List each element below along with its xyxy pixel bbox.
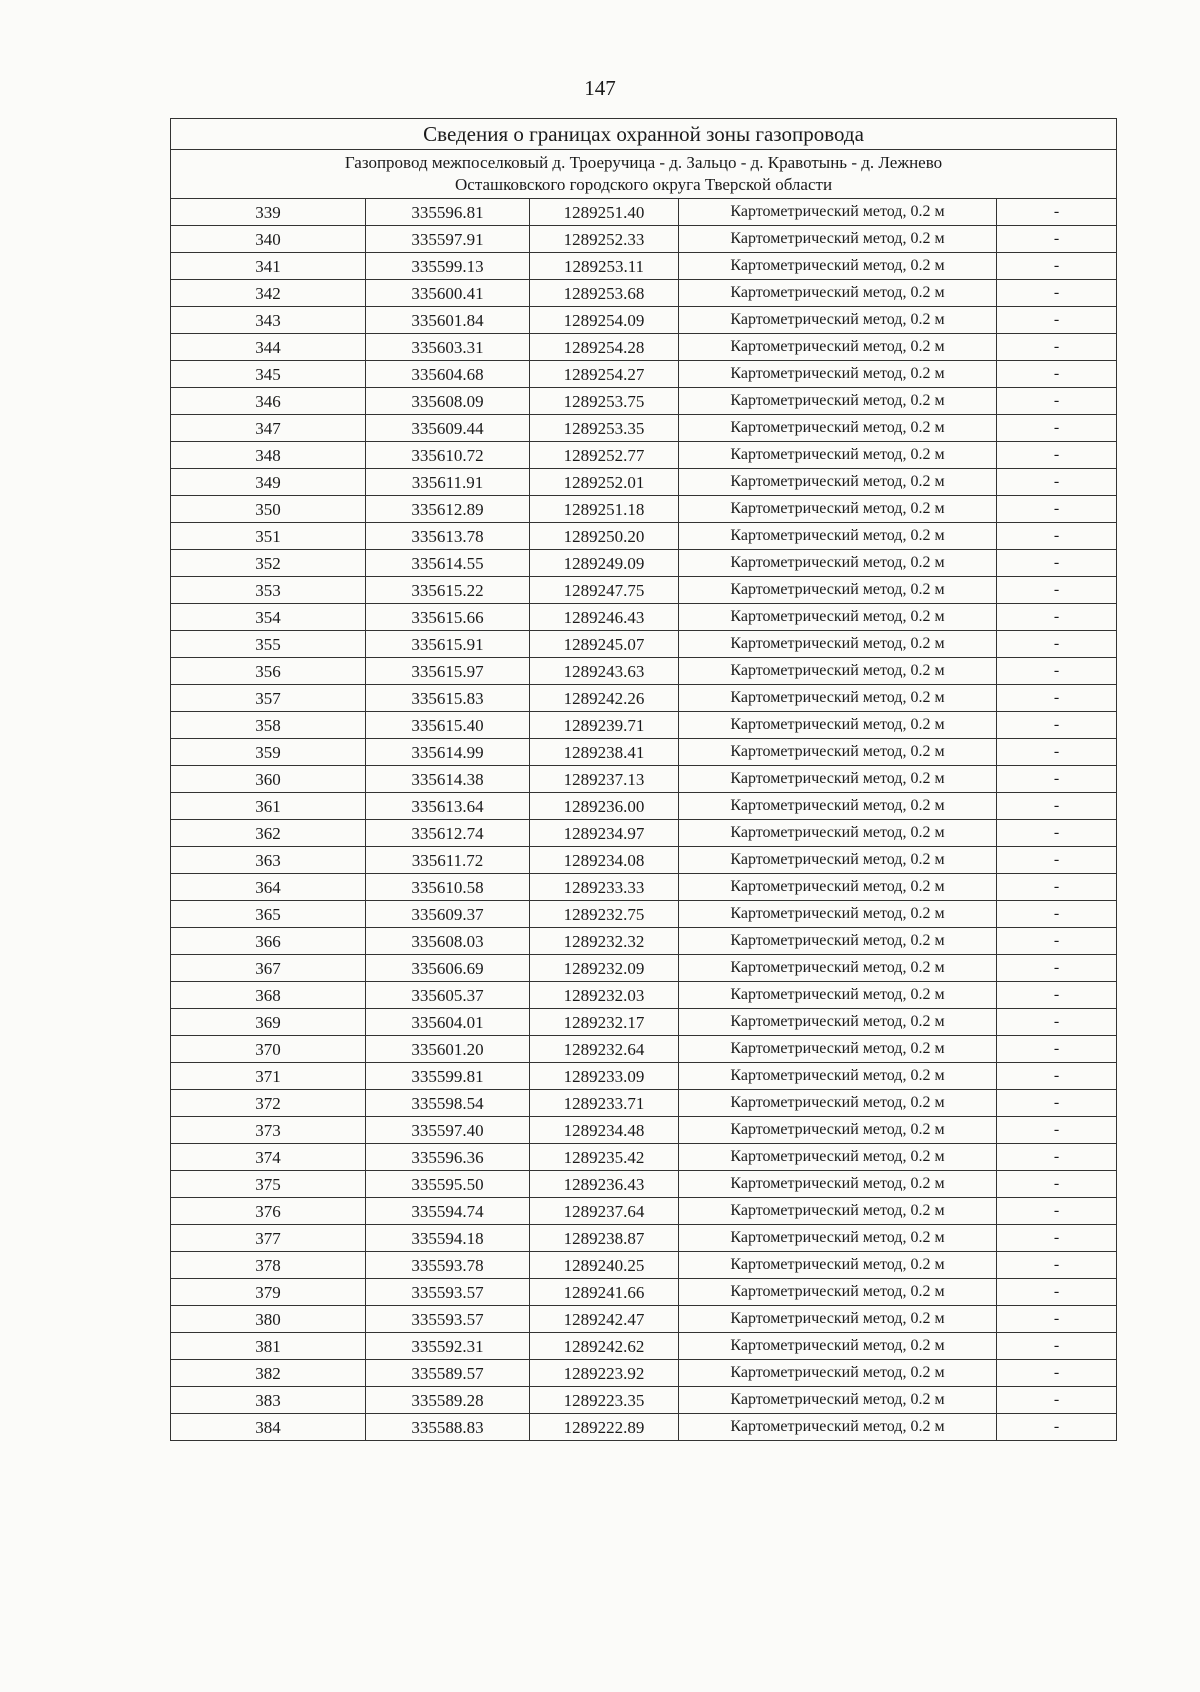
point-number-cell: 378: [171, 1252, 366, 1279]
point-number-cell: 381: [171, 1333, 366, 1360]
note-cell: -: [997, 1414, 1117, 1441]
point-number-cell: 368: [171, 982, 366, 1009]
point-number-cell: 370: [171, 1036, 366, 1063]
y-coordinate-cell: 1289246.43: [530, 604, 679, 631]
method-cell: Картометрический метод, 0.2 м: [679, 712, 997, 739]
y-coordinate-cell: 1289234.97: [530, 820, 679, 847]
method-cell: Картометрический метод, 0.2 м: [679, 550, 997, 577]
method-cell: Картометрический метод, 0.2 м: [679, 739, 997, 766]
note-cell: -: [997, 496, 1117, 523]
table-row: [171, 415, 1117, 442]
table-row: [171, 928, 1117, 955]
method-cell: Картометрический метод, 0.2 м: [679, 1360, 997, 1387]
note-cell: -: [997, 280, 1117, 307]
table-row: [171, 226, 1117, 253]
y-coordinate-cell: 1289252.01: [530, 469, 679, 496]
table-row: [171, 685, 1117, 712]
method-cell: Картометрический метод, 0.2 м: [679, 226, 997, 253]
note-cell: -: [997, 1279, 1117, 1306]
x-coordinate-cell: 335611.72: [366, 847, 530, 874]
table-row: [171, 793, 1117, 820]
point-number-cell: 347: [171, 415, 366, 442]
y-coordinate-cell: 1289234.08: [530, 847, 679, 874]
table-row: [171, 361, 1117, 388]
y-coordinate-cell: 1289241.66: [530, 1279, 679, 1306]
table-row: [171, 739, 1117, 766]
y-coordinate-cell: 1289254.28: [530, 334, 679, 361]
subtitle-line-1: Газопровод межпоселковый д. Троеручица - д. Зальцо - д. Кравотынь - д. Лежнево: [344, 153, 943, 172]
y-coordinate-cell: 1289240.25: [530, 1252, 679, 1279]
x-coordinate-cell: 335613.64: [366, 793, 530, 820]
y-coordinate-cell: 1289232.17: [530, 1009, 679, 1036]
note-cell: -: [997, 469, 1117, 496]
note-cell: -: [997, 1252, 1117, 1279]
note-cell: -: [997, 307, 1117, 334]
note-cell: -: [997, 793, 1117, 820]
x-coordinate-cell: 335599.81: [366, 1063, 530, 1090]
point-number-cell: 340: [171, 226, 366, 253]
x-coordinate-cell: 335596.36: [366, 1144, 530, 1171]
point-number-cell: 344: [171, 334, 366, 361]
x-coordinate-cell: 335612.74: [366, 820, 530, 847]
x-coordinate-cell: 335589.28: [366, 1387, 530, 1414]
table-row: [171, 469, 1117, 496]
y-coordinate-cell: 1289237.13: [530, 766, 679, 793]
note-cell: -: [997, 874, 1117, 901]
table-row: [171, 307, 1117, 334]
y-coordinate-cell: 1289254.27: [530, 361, 679, 388]
note-cell: -: [997, 334, 1117, 361]
method-cell: Картометрический метод, 0.2 м: [679, 469, 997, 496]
point-number-cell: 384: [171, 1414, 366, 1441]
table-row: [171, 1306, 1117, 1333]
table-row: [171, 334, 1117, 361]
table-row: [171, 523, 1117, 550]
y-coordinate-cell: 1289253.11: [530, 253, 679, 280]
table-row: [171, 604, 1117, 631]
point-number-cell: 355: [171, 631, 366, 658]
table-row: [171, 577, 1117, 604]
y-coordinate-cell: 1289235.42: [530, 1144, 679, 1171]
y-coordinate-cell: 1289238.87: [530, 1225, 679, 1252]
method-cell: Картометрический метод, 0.2 м: [679, 388, 997, 415]
table-row: [171, 1279, 1117, 1306]
y-coordinate-cell: 1289232.32: [530, 928, 679, 955]
table-row: [171, 820, 1117, 847]
point-number-cell: 369: [171, 1009, 366, 1036]
table-row: [171, 1252, 1117, 1279]
y-coordinate-cell: 1289247.75: [530, 577, 679, 604]
y-coordinate-cell: 1289238.41: [530, 739, 679, 766]
x-coordinate-cell: 335598.54: [366, 1090, 530, 1117]
point-number-cell: 339: [171, 199, 366, 226]
table-body: [171, 119, 1117, 1441]
method-cell: Картометрический метод, 0.2 м: [679, 442, 997, 469]
method-cell: Картометрический метод, 0.2 м: [679, 307, 997, 334]
method-cell: Картометрический метод, 0.2 м: [679, 658, 997, 685]
point-number-cell: 377: [171, 1225, 366, 1252]
method-cell: Картометрический метод, 0.2 м: [679, 631, 997, 658]
method-cell: Картометрический метод, 0.2 м: [679, 1063, 997, 1090]
method-cell: Картометрический метод, 0.2 м: [679, 253, 997, 280]
x-coordinate-cell: 335601.20: [366, 1036, 530, 1063]
x-coordinate-cell: 335589.57: [366, 1360, 530, 1387]
x-coordinate-cell: 335610.72: [366, 442, 530, 469]
note-cell: -: [997, 1117, 1117, 1144]
table-row: [171, 658, 1117, 685]
y-coordinate-cell: 1289253.68: [530, 280, 679, 307]
y-coordinate-cell: 1289245.07: [530, 631, 679, 658]
point-number-cell: 349: [171, 469, 366, 496]
y-coordinate-cell: 1289251.18: [530, 496, 679, 523]
note-cell: -: [997, 901, 1117, 928]
note-cell: -: [997, 955, 1117, 982]
table-row: [171, 1333, 1117, 1360]
table-row: [171, 955, 1117, 982]
note-cell: -: [997, 712, 1117, 739]
note-cell: -: [997, 604, 1117, 631]
point-number-cell: 382: [171, 1360, 366, 1387]
y-coordinate-cell: 1289232.75: [530, 901, 679, 928]
x-coordinate-cell: 335597.40: [366, 1117, 530, 1144]
note-cell: -: [997, 1090, 1117, 1117]
x-coordinate-cell: 335615.83: [366, 685, 530, 712]
point-number-cell: 376: [171, 1198, 366, 1225]
x-coordinate-cell: 335606.69: [366, 955, 530, 982]
x-coordinate-cell: 335601.84: [366, 307, 530, 334]
point-number-cell: 363: [171, 847, 366, 874]
method-cell: Картометрический метод, 0.2 м: [679, 1171, 997, 1198]
y-coordinate-cell: 1289232.64: [530, 1036, 679, 1063]
x-coordinate-cell: 335612.89: [366, 496, 530, 523]
method-cell: Картометрический метод, 0.2 м: [679, 577, 997, 604]
x-coordinate-cell: 335593.57: [366, 1306, 530, 1333]
point-number-cell: 362: [171, 820, 366, 847]
y-coordinate-cell: 1289233.71: [530, 1090, 679, 1117]
subtitle-line-2: Осташковского городского округа Тверской области: [455, 175, 833, 194]
x-coordinate-cell: 335604.68: [366, 361, 530, 388]
x-coordinate-cell: 335614.38: [366, 766, 530, 793]
x-coordinate-cell: 335615.66: [366, 604, 530, 631]
table-title-row: [171, 119, 1117, 150]
table-row: [171, 766, 1117, 793]
point-number-cell: 383: [171, 1387, 366, 1414]
y-coordinate-cell: 1289253.75: [530, 388, 679, 415]
y-coordinate-cell: 1289232.09: [530, 955, 679, 982]
point-number-cell: 380: [171, 1306, 366, 1333]
note-cell: -: [997, 577, 1117, 604]
x-coordinate-cell: 335592.31: [366, 1333, 530, 1360]
point-number-cell: 379: [171, 1279, 366, 1306]
table-row: [171, 280, 1117, 307]
note-cell: -: [997, 1225, 1117, 1252]
y-coordinate-cell: 1289251.40: [530, 199, 679, 226]
table-subtitle-row: [171, 150, 1117, 199]
x-coordinate-cell: 335604.01: [366, 1009, 530, 1036]
table-row: [171, 1063, 1117, 1090]
method-cell: Картометрический метод, 0.2 м: [679, 334, 997, 361]
point-number-cell: 366: [171, 928, 366, 955]
table-row: [171, 1117, 1117, 1144]
x-coordinate-cell: 335615.97: [366, 658, 530, 685]
table-row: [171, 550, 1117, 577]
x-coordinate-cell: 335599.13: [366, 253, 530, 280]
x-coordinate-cell: 335608.09: [366, 388, 530, 415]
note-cell: -: [997, 1144, 1117, 1171]
point-number-cell: 356: [171, 658, 366, 685]
x-coordinate-cell: 335596.81: [366, 199, 530, 226]
y-coordinate-cell: 1289250.20: [530, 523, 679, 550]
x-coordinate-cell: 335600.41: [366, 280, 530, 307]
table-row: [171, 1090, 1117, 1117]
point-number-cell: 354: [171, 604, 366, 631]
table-row: [171, 631, 1117, 658]
table-row: [171, 1225, 1117, 1252]
method-cell: Картометрический метод, 0.2 м: [679, 1279, 997, 1306]
point-number-cell: 351: [171, 523, 366, 550]
y-coordinate-cell: 1289253.35: [530, 415, 679, 442]
point-number-cell: 357: [171, 685, 366, 712]
y-coordinate-cell: 1289252.33: [530, 226, 679, 253]
x-coordinate-cell: 335614.99: [366, 739, 530, 766]
note-cell: -: [997, 928, 1117, 955]
table-row: [171, 712, 1117, 739]
table-row: [171, 388, 1117, 415]
point-number-cell: 371: [171, 1063, 366, 1090]
x-coordinate-cell: 335615.22: [366, 577, 530, 604]
table-row: [171, 1144, 1117, 1171]
method-cell: Картометрический метод, 0.2 м: [679, 1225, 997, 1252]
note-cell: -: [997, 415, 1117, 442]
x-coordinate-cell: 335609.44: [366, 415, 530, 442]
note-cell: -: [997, 199, 1117, 226]
table-row: [171, 1036, 1117, 1063]
note-cell: -: [997, 1306, 1117, 1333]
point-number-cell: 341: [171, 253, 366, 280]
method-cell: Картометрический метод, 0.2 м: [679, 1198, 997, 1225]
table-row: [171, 1414, 1117, 1441]
y-coordinate-cell: 1289232.03: [530, 982, 679, 1009]
note-cell: -: [997, 820, 1117, 847]
table-row: [171, 1360, 1117, 1387]
y-coordinate-cell: 1289233.33: [530, 874, 679, 901]
point-number-cell: 374: [171, 1144, 366, 1171]
method-cell: Картометрический метод, 0.2 м: [679, 847, 997, 874]
method-cell: Картометрический метод, 0.2 м: [679, 523, 997, 550]
x-coordinate-cell: 335594.18: [366, 1225, 530, 1252]
x-coordinate-cell: 335613.78: [366, 523, 530, 550]
point-number-cell: 375: [171, 1171, 366, 1198]
note-cell: -: [997, 523, 1117, 550]
point-number-cell: 367: [171, 955, 366, 982]
y-coordinate-cell: 1289243.63: [530, 658, 679, 685]
note-cell: -: [997, 766, 1117, 793]
note-cell: -: [997, 631, 1117, 658]
y-coordinate-cell: 1289254.09: [530, 307, 679, 334]
y-coordinate-cell: 1289233.09: [530, 1063, 679, 1090]
method-cell: Картометрический метод, 0.2 м: [679, 199, 997, 226]
point-number-cell: 342: [171, 280, 366, 307]
method-cell: Картометрический метод, 0.2 м: [679, 1144, 997, 1171]
note-cell: -: [997, 1009, 1117, 1036]
method-cell: Картометрический метод, 0.2 м: [679, 766, 997, 793]
note-cell: -: [997, 1198, 1117, 1225]
table-row: [171, 982, 1117, 1009]
point-number-cell: 372: [171, 1090, 366, 1117]
method-cell: Картометрический метод, 0.2 м: [679, 361, 997, 388]
method-cell: Картометрический метод, 0.2 м: [679, 982, 997, 1009]
y-coordinate-cell: 1289242.47: [530, 1306, 679, 1333]
y-coordinate-cell: 1289239.71: [530, 712, 679, 739]
table-row: [171, 199, 1117, 226]
y-coordinate-cell: 1289249.09: [530, 550, 679, 577]
x-coordinate-cell: 335615.91: [366, 631, 530, 658]
method-cell: Картометрический метод, 0.2 м: [679, 901, 997, 928]
note-cell: -: [997, 361, 1117, 388]
note-cell: -: [997, 226, 1117, 253]
y-coordinate-cell: 1289252.77: [530, 442, 679, 469]
x-coordinate-cell: 335593.57: [366, 1279, 530, 1306]
note-cell: -: [997, 982, 1117, 1009]
note-cell: -: [997, 1036, 1117, 1063]
method-cell: Картометрический метод, 0.2 м: [679, 604, 997, 631]
note-cell: -: [997, 739, 1117, 766]
note-cell: -: [997, 388, 1117, 415]
y-coordinate-cell: 1289223.92: [530, 1360, 679, 1387]
method-cell: Картометрический метод, 0.2 м: [679, 1306, 997, 1333]
method-cell: Картометрический метод, 0.2 м: [679, 1252, 997, 1279]
method-cell: Картометрический метод, 0.2 м: [679, 685, 997, 712]
table-row: [171, 1171, 1117, 1198]
x-coordinate-cell: 335588.83: [366, 1414, 530, 1441]
x-coordinate-cell: 335611.91: [366, 469, 530, 496]
point-number-cell: 346: [171, 388, 366, 415]
y-coordinate-cell: 1289222.89: [530, 1414, 679, 1441]
note-cell: -: [997, 253, 1117, 280]
point-number-cell: 360: [171, 766, 366, 793]
note-cell: -: [997, 1333, 1117, 1360]
method-cell: Картометрический метод, 0.2 м: [679, 1117, 997, 1144]
y-coordinate-cell: 1289234.48: [530, 1117, 679, 1144]
point-number-cell: 348: [171, 442, 366, 469]
method-cell: Картометрический метод, 0.2 м: [679, 1414, 997, 1441]
x-coordinate-cell: 335603.31: [366, 334, 530, 361]
y-coordinate-cell: 1289236.43: [530, 1171, 679, 1198]
note-cell: -: [997, 847, 1117, 874]
point-number-cell: 361: [171, 793, 366, 820]
boundary-coordinates-table: [170, 118, 1117, 1441]
note-cell: -: [997, 658, 1117, 685]
table-row: [171, 874, 1117, 901]
x-coordinate-cell: 335595.50: [366, 1171, 530, 1198]
table-row: [171, 1198, 1117, 1225]
table-title: Сведения о границах охранной зоны газопровода: [171, 119, 1117, 150]
method-cell: Картометрический метод, 0.2 м: [679, 820, 997, 847]
point-number-cell: 343: [171, 307, 366, 334]
x-coordinate-cell: 335597.91: [366, 226, 530, 253]
page-number: 147: [584, 76, 616, 100]
method-cell: Картометрический метод, 0.2 м: [679, 874, 997, 901]
point-number-cell: 365: [171, 901, 366, 928]
method-cell: Картометрический метод, 0.2 м: [679, 928, 997, 955]
point-number-cell: 359: [171, 739, 366, 766]
method-cell: Картометрический метод, 0.2 м: [679, 1036, 997, 1063]
note-cell: -: [997, 1360, 1117, 1387]
y-coordinate-cell: 1289236.00: [530, 793, 679, 820]
table-row: [171, 1009, 1117, 1036]
method-cell: Картометрический метод, 0.2 м: [679, 1387, 997, 1414]
x-coordinate-cell: 335593.78: [366, 1252, 530, 1279]
note-cell: -: [997, 442, 1117, 469]
point-number-cell: 345: [171, 361, 366, 388]
x-coordinate-cell: 335614.55: [366, 550, 530, 577]
x-coordinate-cell: 335608.03: [366, 928, 530, 955]
note-cell: -: [997, 1171, 1117, 1198]
method-cell: Картометрический метод, 0.2 м: [679, 793, 997, 820]
point-number-cell: 353: [171, 577, 366, 604]
table-row: [171, 901, 1117, 928]
x-coordinate-cell: 335615.40: [366, 712, 530, 739]
table-row: [171, 496, 1117, 523]
y-coordinate-cell: 1289223.35: [530, 1387, 679, 1414]
y-coordinate-cell: 1289237.64: [530, 1198, 679, 1225]
method-cell: Картометрический метод, 0.2 м: [679, 280, 997, 307]
note-cell: -: [997, 1387, 1117, 1414]
table-row: [171, 253, 1117, 280]
table-row: [171, 1387, 1117, 1414]
x-coordinate-cell: 335594.74: [366, 1198, 530, 1225]
table-row: [171, 442, 1117, 469]
method-cell: Картометрический метод, 0.2 м: [679, 1090, 997, 1117]
x-coordinate-cell: 335605.37: [366, 982, 530, 1009]
point-number-cell: 358: [171, 712, 366, 739]
method-cell: Картометрический метод, 0.2 м: [679, 955, 997, 982]
method-cell: Картометрический метод, 0.2 м: [679, 415, 997, 442]
x-coordinate-cell: 335610.58: [366, 874, 530, 901]
point-number-cell: 373: [171, 1117, 366, 1144]
method-cell: Картометрический метод, 0.2 м: [679, 496, 997, 523]
note-cell: -: [997, 1063, 1117, 1090]
method-cell: Картометрический метод, 0.2 м: [679, 1009, 997, 1036]
table-subtitle: [171, 150, 1117, 199]
y-coordinate-cell: 1289242.62: [530, 1333, 679, 1360]
point-number-cell: 352: [171, 550, 366, 577]
note-cell: -: [997, 685, 1117, 712]
x-coordinate-cell: 335609.37: [366, 901, 530, 928]
point-number-cell: 350: [171, 496, 366, 523]
point-number-cell: 364: [171, 874, 366, 901]
note-cell: -: [997, 550, 1117, 577]
method-cell: Картометрический метод, 0.2 м: [679, 1333, 997, 1360]
table-row: [171, 847, 1117, 874]
y-coordinate-cell: 1289242.26: [530, 685, 679, 712]
